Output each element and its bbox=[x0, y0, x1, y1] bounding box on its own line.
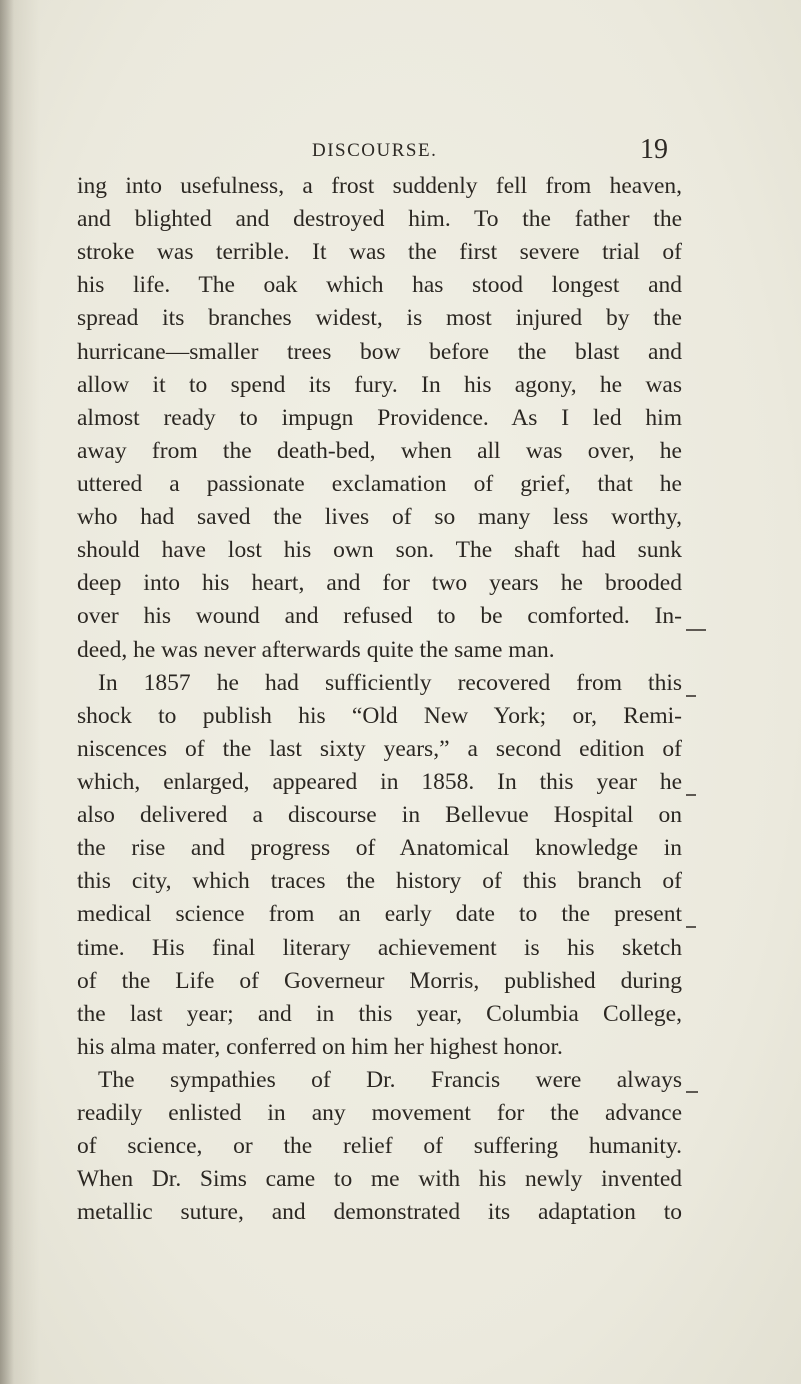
text-line: away from the death-bed, when all was over, he bbox=[77, 437, 682, 464]
margin-mark bbox=[686, 794, 696, 796]
text-line: deep into his heart, and for two years he brooded bbox=[77, 570, 682, 597]
margin-mark bbox=[686, 629, 706, 631]
page-number: 19 bbox=[640, 134, 668, 165]
text-line: over his wound and refused to be comforted. In- bbox=[77, 603, 682, 630]
text-line: which, enlarged, appeared in 1858. In this year he bbox=[77, 768, 682, 795]
text-line: of science, or the relief of suffering humanity. bbox=[77, 1133, 682, 1160]
text-line: shock to publish his “Old New York; or, Remi- bbox=[77, 702, 682, 729]
text-line: readily enlisted in any movement for the advance bbox=[77, 1100, 682, 1127]
text-line: metallic suture, and demonstrated its adaptation to bbox=[77, 1199, 682, 1226]
text-line: niscences of the last sixty years,” a second edition of bbox=[77, 735, 682, 762]
text-line: his alma mater, conferred on him her highest honor. bbox=[77, 1033, 563, 1060]
text-line: the rise and progress of Anatomical knowledge in bbox=[77, 835, 682, 862]
text-line: of the Life of Governeur Morris, published during bbox=[77, 967, 682, 994]
text-line: deed, he was never afterwards quite the same man. bbox=[77, 636, 555, 663]
text-line: ing into usefulness, a frost suddenly fell from heaven, bbox=[77, 173, 682, 199]
text-line: medical science from an early date to the present bbox=[77, 901, 682, 928]
text-line: should have lost his own son. The shaft had sunk bbox=[77, 537, 682, 564]
binding-shadow bbox=[0, 0, 14, 1384]
text-line: and blighted and destroyed him. To the father the bbox=[77, 206, 682, 233]
running-head bbox=[0, 134, 801, 172]
text-line: In 1857 he had sufficiently recovered from this bbox=[98, 669, 682, 696]
text-line: this city, which traces the history of this branch of bbox=[77, 868, 682, 895]
margin-mark bbox=[686, 695, 696, 697]
text-line: the last year; and in this year, Columbia College, bbox=[77, 1000, 682, 1027]
text-line: who had saved the lives of so many less worthy, bbox=[77, 504, 682, 531]
text-line: When Dr. Sims came to me with his newly invented bbox=[77, 1166, 682, 1193]
text-line: hurricane—smaller trees bow before the blast and bbox=[77, 338, 682, 365]
text-line: stroke was terrible. It was the first severe trial of bbox=[77, 239, 682, 266]
text-line: allow it to spend its fury. In his agony, he was bbox=[77, 371, 682, 398]
text-line: uttered a passionate exclamation of grief, that he bbox=[77, 470, 682, 497]
text-line: also delivered a discourse in Bellevue Hospital on bbox=[77, 802, 682, 829]
text-line: time. His final literary achievement is his sketch bbox=[77, 934, 682, 961]
body-text bbox=[77, 170, 682, 1230]
running-title: DISCOURSE. bbox=[312, 140, 438, 161]
margin-mark bbox=[686, 926, 696, 928]
text-line: The sympathies of Dr. Francis were always bbox=[98, 1066, 682, 1093]
text-line: his life. The oak which has stood longest and bbox=[77, 272, 682, 299]
text-line: spread its branches widest, is most injured by the bbox=[77, 305, 682, 332]
margin-mark bbox=[686, 1091, 698, 1093]
text-line: almost ready to impugn Providence. As I led him bbox=[77, 404, 682, 431]
